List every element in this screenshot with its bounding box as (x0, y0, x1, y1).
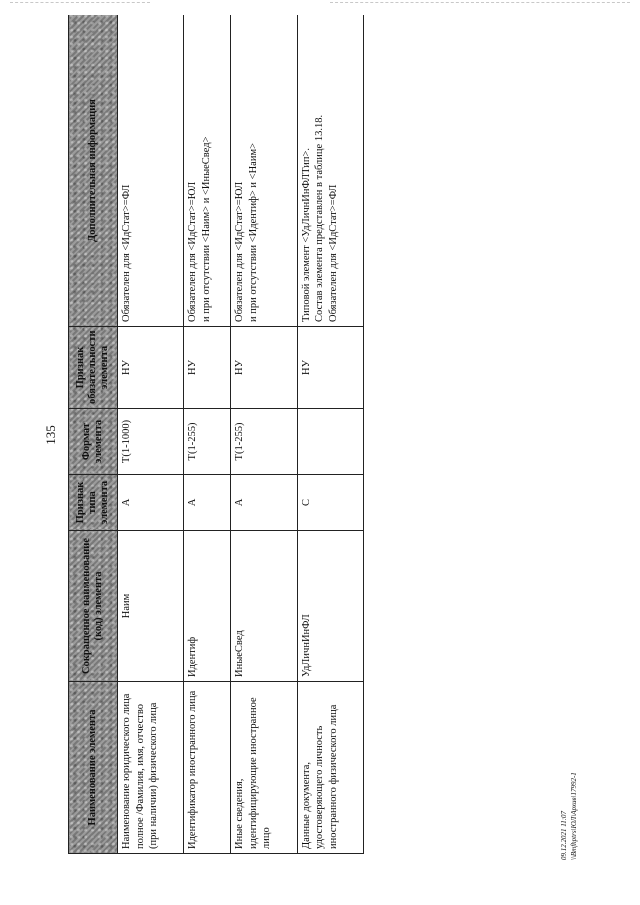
cell-name: Иные сведения, идентифицирующие иностранное лицо (231, 682, 297, 854)
info-line: Состав элемента представлен в таблице 13.18. (314, 114, 326, 322)
cell-name: Данные документа, удостоверяющего личность иностранного физического лица (297, 682, 363, 854)
cell-type: С (297, 475, 363, 531)
rotated-table-container (68, 15, 364, 854)
header-additional-info: Дополнительная информация (69, 15, 118, 327)
info-line: и при отсутствии <Наим> и <ИныеСвед> (201, 136, 213, 322)
cell-required: НУ (231, 327, 297, 409)
header-element-required: Признак обязательности элемента (69, 327, 118, 409)
table-row (231, 15, 297, 854)
cell-required: НУ (297, 327, 363, 409)
footer-stamp (560, 700, 600, 860)
info-line: Типовой элемент <УдЛичнИнФЛТип>. (300, 147, 312, 322)
cell-type: А (184, 475, 231, 531)
info-line: Обязателен для <ИдСтат>=ЮЛ (234, 181, 246, 322)
scan-edge-dash-left (10, 2, 150, 3)
header-element-type: Признак типа элемента (69, 475, 118, 531)
table-row (184, 15, 231, 854)
cell-format (297, 409, 363, 475)
cell-info (184, 15, 231, 327)
header-element-name: Наименование элемента (69, 682, 118, 854)
cell-name: Идентификатор иностранного лица (184, 682, 231, 854)
cell-type: А (118, 475, 184, 531)
cell-format: T(1-255) (231, 409, 297, 475)
cell-code: Идентиф (184, 531, 231, 682)
scan-edge-dash-right (330, 2, 630, 3)
cell-code: ИныеСвед (231, 531, 297, 682)
info-line: и при отсутствии <Идентиф> и <Наим> (247, 142, 259, 322)
cell-info (118, 15, 184, 327)
header-element-code: Сокращенное наименование (код) элемента (69, 531, 118, 682)
document-table-area (68, 15, 364, 854)
cell-required: НУ (118, 327, 184, 409)
cell-code: Наим (118, 531, 184, 682)
cell-name: Наименование юридического лица полное /Фамилия, имя, отчество (при наличии) физического лица (118, 682, 184, 854)
info-line: Обязателен для <ИдСтат>=ЮЛ (187, 181, 199, 322)
cell-required: НУ (184, 327, 231, 409)
page-number: 135 (43, 425, 58, 445)
footer-path: \\Bmfhptrs\ЮЛ\Архив\17992-1 (569, 772, 578, 860)
cell-format: T(1-1000) (118, 409, 184, 475)
footer-timestamp: 09.12.2021 11:07 (560, 810, 568, 860)
header-element-format: Формат элемента (69, 409, 118, 475)
cell-code: УдЛичнИнФЛ (297, 531, 363, 682)
cell-format: T(1-255) (184, 409, 231, 475)
table-header-row (69, 15, 118, 854)
table-row (297, 15, 363, 854)
info-line: Обязателен для <ИдСтат>=ФЛ (327, 184, 339, 322)
cell-info (231, 15, 297, 327)
table-row (118, 15, 184, 854)
cell-info (297, 15, 363, 327)
element-description-table (68, 15, 364, 854)
cell-type: А (231, 475, 297, 531)
info-line: Обязателен для <ИдСтат>=ФЛ (121, 184, 132, 322)
